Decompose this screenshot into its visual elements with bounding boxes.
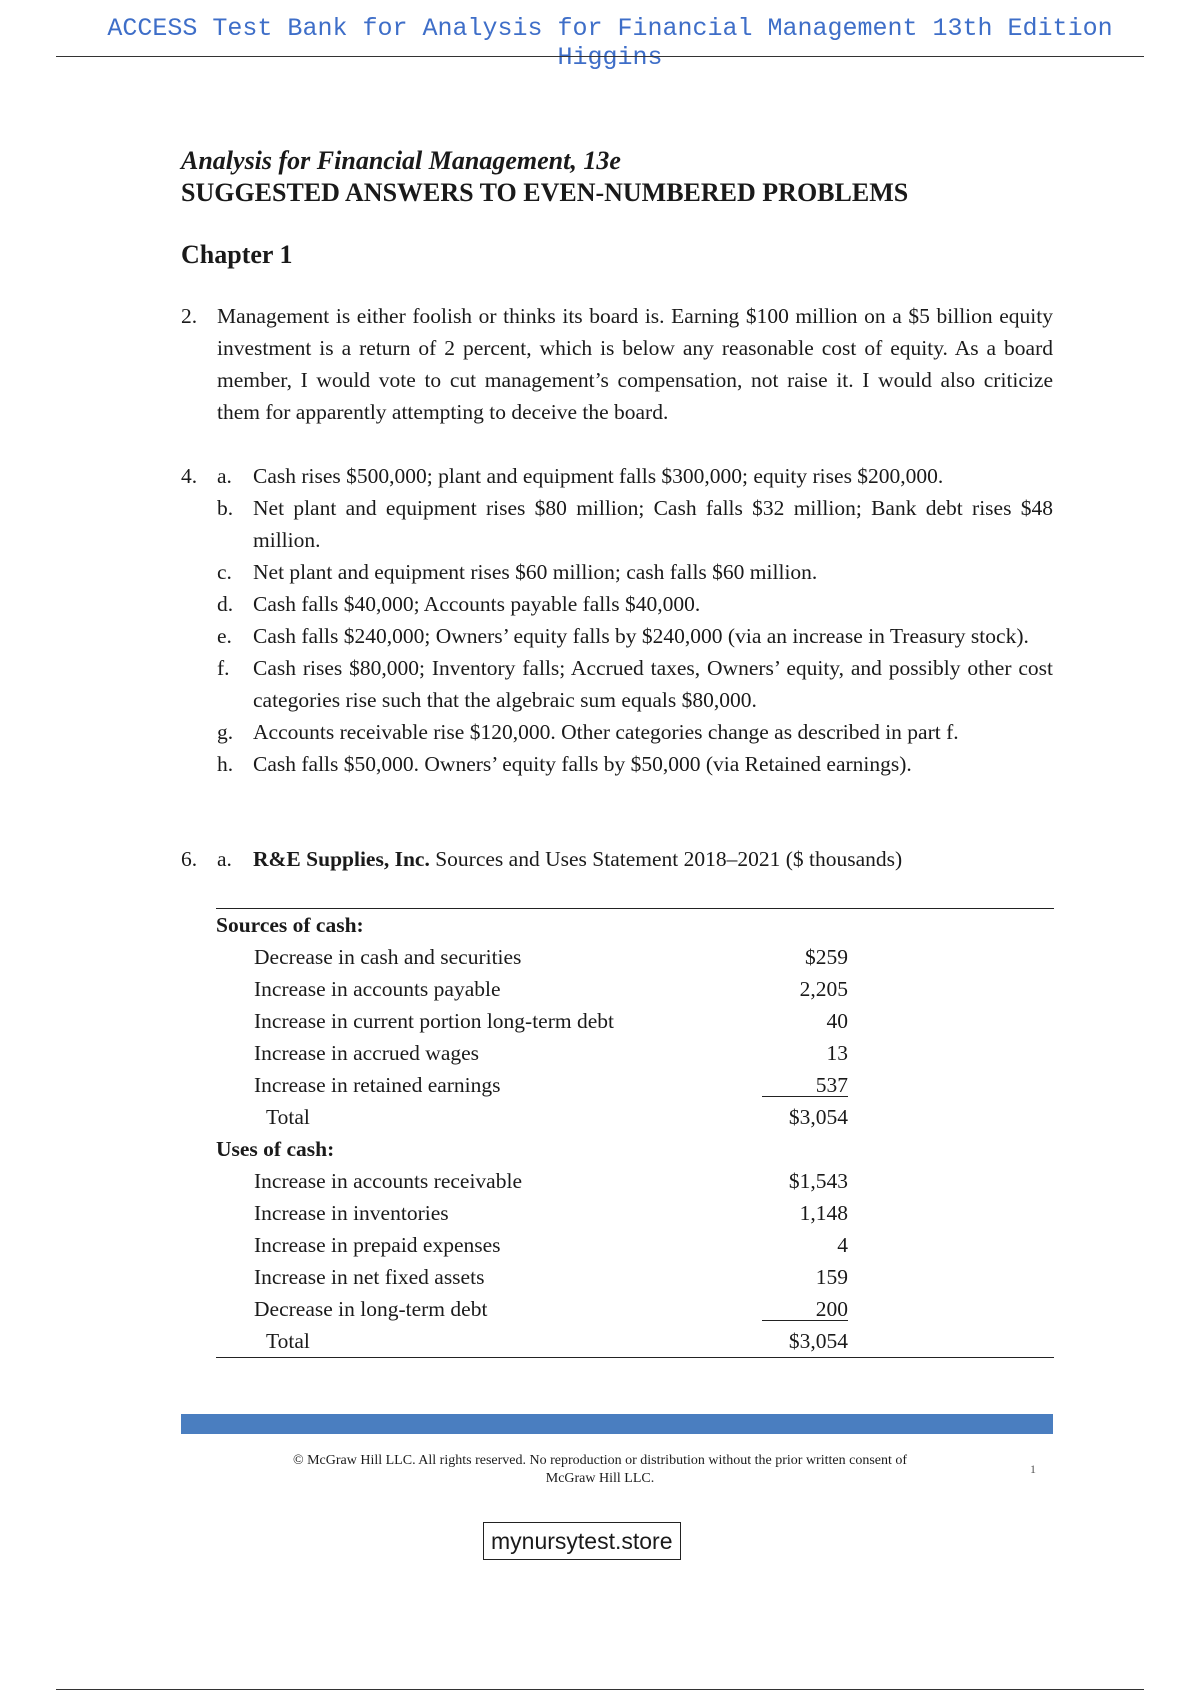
- item-text: Net plant and equipment rises $60 million; cash falls $60 million.: [253, 560, 818, 584]
- site-label: mynursytest.store: [483, 1522, 681, 1560]
- document-subtitle: SUGGESTED ANSWERS TO EVEN-NUMBERED PROBLEMS: [181, 178, 909, 207]
- problem-items: [217, 460, 1053, 780]
- item-letter: d.: [217, 592, 234, 616]
- item-text: Accounts receivable rise $120,000. Other categories change as described in part f.: [253, 720, 959, 744]
- chapter-heading: Chapter 1: [181, 240, 293, 269]
- table-row: [216, 1069, 1054, 1101]
- item-letter: g.: [217, 720, 234, 744]
- table-row: [216, 1165, 1054, 1197]
- row-label: Increase in prepaid expenses: [254, 1233, 501, 1257]
- row-label: Increase in retained earnings: [254, 1073, 501, 1097]
- table-row: [216, 1229, 1054, 1261]
- top-divider: [56, 56, 1144, 57]
- item-letter: c.: [217, 560, 232, 584]
- banner-line-2: Higgins: [557, 43, 663, 72]
- banner-line-1: ACCESS Test Bank for Analysis for Financial Management 13th Edition: [107, 14, 1113, 43]
- row-label: Increase in inventories: [254, 1201, 449, 1225]
- section-heading: Uses of cash:: [216, 1137, 335, 1161]
- row-value: 40: [826, 1009, 848, 1033]
- row-value: 13: [826, 1041, 848, 1065]
- item-letter: a.: [217, 847, 232, 871]
- list-item: [217, 620, 1053, 652]
- total-label: Total: [266, 1105, 310, 1129]
- item-letter: b.: [217, 496, 234, 520]
- row-label: Increase in accounts receivable: [254, 1169, 522, 1193]
- row-value: 4: [837, 1233, 848, 1257]
- table-row: [216, 1293, 1054, 1325]
- item-text: Cash falls $50,000. Owners’ equity falls by $50,000 (via Retained earnings).: [253, 752, 912, 776]
- item-text: Net plant and equipment rises $80 million; Cash falls $32 million; Bank debt rises $48 million.: [253, 496, 1053, 552]
- row-value: 537: [762, 1069, 848, 1097]
- problem-text: Management is either foolish or thinks its board is. Earning $100 million on a $5 billion equity investment is a return of 2 percent, which is below any reasonable cost of equity. As a board member, I would vote to cut management’s compensation, not raise it. I would also criticize them for apparently attempting to deceive the board.: [217, 304, 1053, 424]
- item-text: Cash falls $40,000; Accounts payable falls $40,000.: [253, 592, 701, 616]
- copyright-line-1: © McGraw Hill LLC. All rights reserved. No reproduction or distribution without the prior written consent of: [292, 1453, 908, 1468]
- problem-4: [181, 460, 1053, 780]
- problem-items: [217, 843, 1053, 875]
- row-value: 2,205: [799, 977, 848, 1001]
- row-label: Increase in accounts payable: [254, 977, 501, 1001]
- footer-bar: [181, 1414, 1053, 1434]
- problem-2: [181, 300, 1053, 428]
- item-text: Cash rises $500,000; plant and equipment falls $300,000; equity rises $200,000.: [253, 464, 944, 488]
- problem-number: 4.: [181, 464, 198, 488]
- item-text: Cash rises $80,000; Inventory falls; Accrued taxes, Owners’ equity, and possibly other cost categories rise such that the algebraic sum equals $80,000.: [253, 656, 1053, 712]
- total-value: $3,054: [788, 1329, 848, 1353]
- problem-number: 2.: [181, 304, 198, 328]
- company-name: R&E Supplies, Inc.: [253, 847, 430, 871]
- item-letter: f.: [217, 656, 230, 680]
- row-label: Increase in accrued wages: [254, 1041, 480, 1065]
- table-row: [216, 1005, 1054, 1037]
- table-row: [216, 1133, 1054, 1165]
- table-row: [216, 1197, 1054, 1229]
- list-item: [217, 492, 1053, 556]
- section-heading: Sources of cash:: [216, 913, 364, 937]
- copyright-line-2: McGraw Hill LLC.: [545, 1471, 655, 1486]
- row-label: Increase in current portion long-term debt: [254, 1009, 614, 1033]
- row-label: Increase in net fixed assets: [254, 1265, 485, 1289]
- sources-uses-table: [216, 908, 1054, 1358]
- total-label: Total: [266, 1329, 310, 1353]
- page-number: 1: [1030, 1462, 1036, 1476]
- table-row: [216, 1037, 1054, 1069]
- table-row: [216, 941, 1054, 973]
- watermark-banner: [40, 14, 1180, 72]
- row-label: Decrease in long-term debt: [254, 1297, 488, 1321]
- item-letter: h.: [217, 752, 234, 776]
- table-row-total: [216, 1325, 1054, 1357]
- table-row: [216, 1261, 1054, 1293]
- list-item: [217, 843, 1053, 875]
- item-text: Cash falls $240,000; Owners’ equity falls by $240,000 (via an increase in Treasury stock).: [253, 624, 1029, 648]
- item-letter: a.: [217, 464, 232, 488]
- table-row-total: [216, 1101, 1054, 1133]
- table-row: [216, 909, 1054, 941]
- problem-6: [181, 843, 1053, 875]
- row-value: $259: [805, 945, 848, 969]
- row-label: Decrease in cash and securities: [254, 945, 522, 969]
- list-item: [217, 748, 1053, 780]
- row-value: 1,148: [799, 1201, 848, 1225]
- row-value: 200: [762, 1293, 848, 1321]
- list-item: [217, 588, 1053, 620]
- statement-title: Sources and Uses Statement 2018–2021 ($ thousands): [429, 847, 903, 871]
- total-value: $3,054: [788, 1105, 848, 1129]
- problem-number: 6.: [181, 847, 198, 871]
- row-value: $1,543: [788, 1169, 848, 1193]
- list-item: [217, 716, 1053, 748]
- list-item: [217, 460, 1053, 492]
- copyright-notice: [230, 1452, 970, 1488]
- book-title: Analysis for Financial Management, 13e: [181, 146, 621, 175]
- item-letter: e.: [217, 624, 232, 648]
- table-row: [216, 973, 1054, 1005]
- list-item: [217, 652, 1053, 716]
- list-item: [217, 556, 1053, 588]
- bottom-divider: [56, 1689, 1144, 1690]
- row-value: 159: [815, 1265, 848, 1289]
